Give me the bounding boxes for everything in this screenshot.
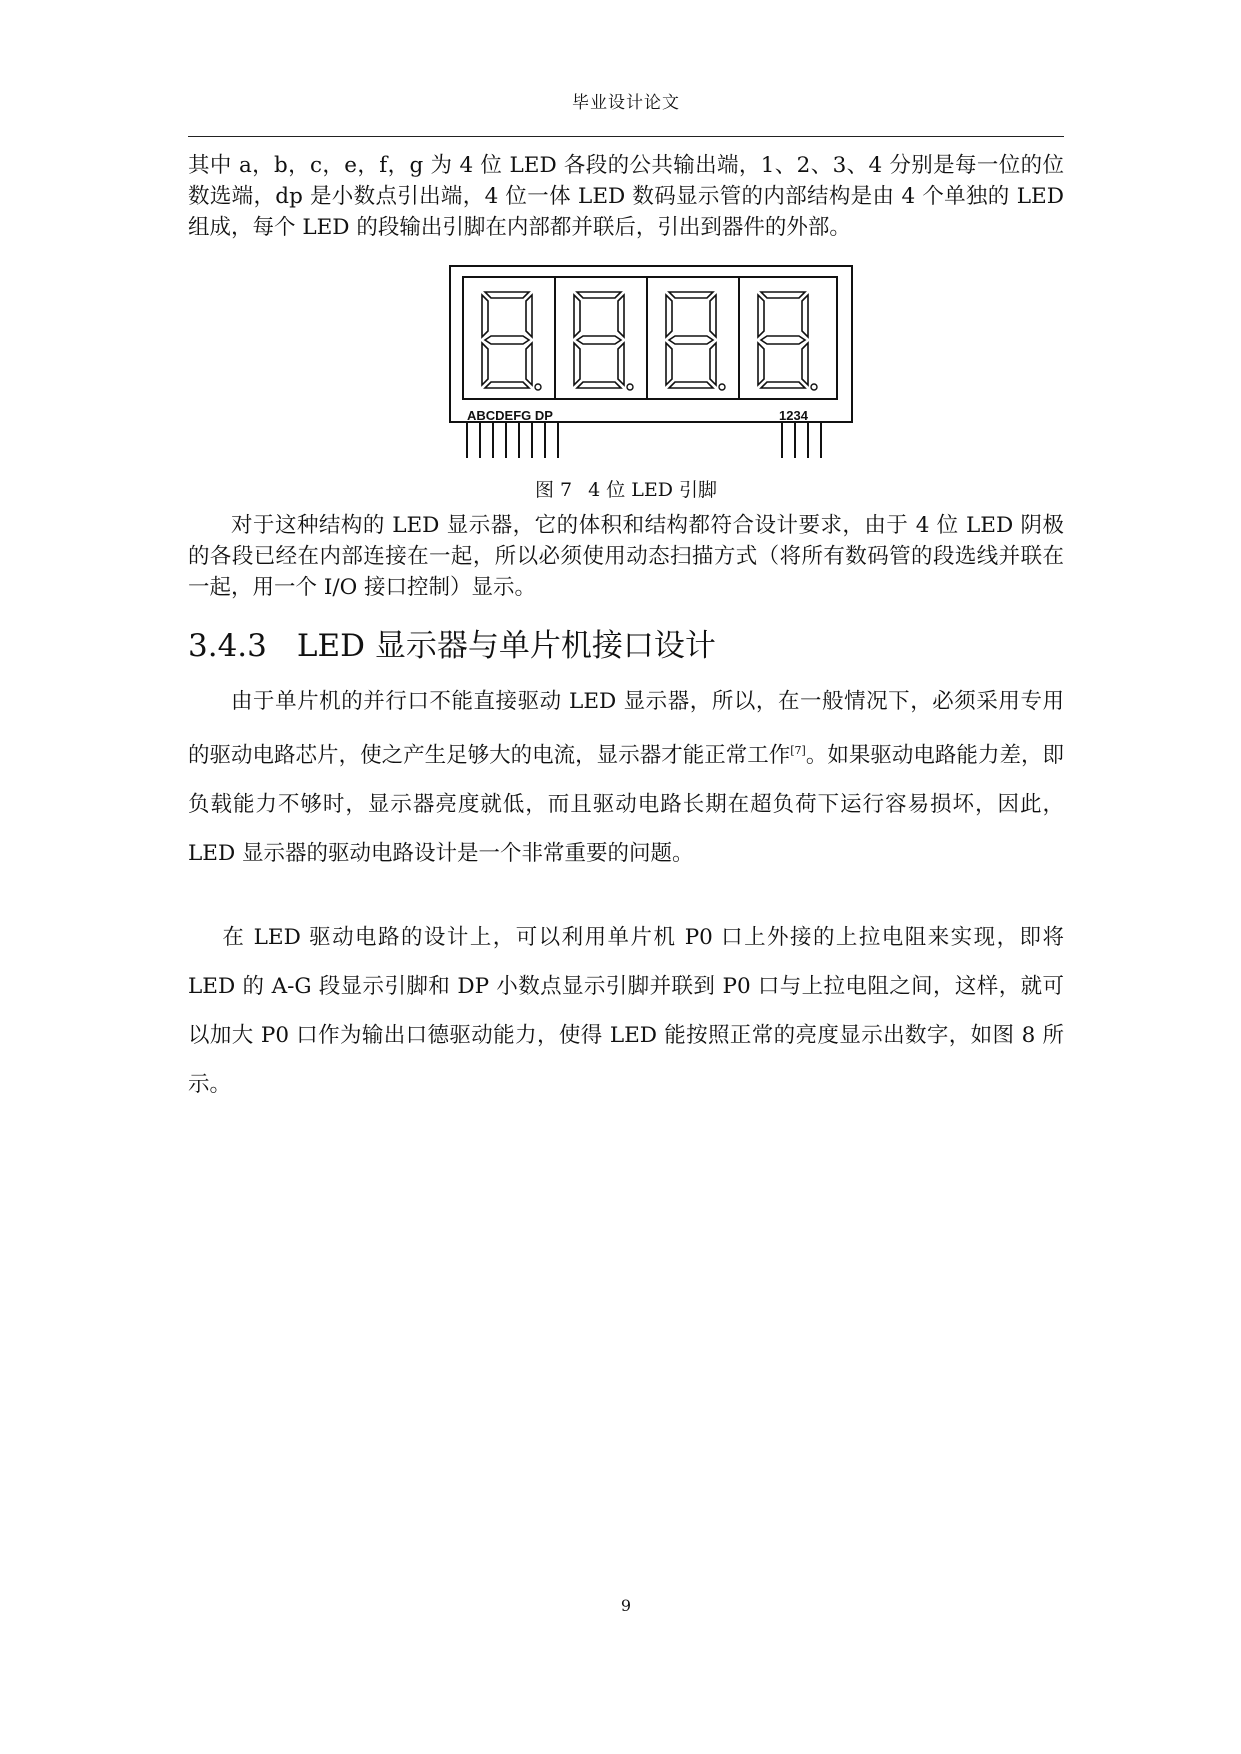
section-heading (188, 620, 716, 665)
segment-pin-label: ABCDEFG DP (467, 408, 553, 423)
section-title: LED 显示器与单片机接口设计 (296, 628, 716, 664)
digit-4 (758, 292, 817, 390)
figure-caption-text: 4 位 LED 引脚 (588, 479, 718, 501)
paragraph-structure: 对于这种结构的 LED 显示器，它的体积和结构都符合设计要求，由于 4 位 LED 阴极的各段已经在内部连接在一起，所以必须使用动态扫描方式（将所有数码管的段选线并联在一起，用一个 I/O 接口控制）显示。 (188, 513, 1064, 600)
paragraph-driver-intro (188, 677, 1064, 878)
figure-number: 图 7 (534, 479, 573, 501)
header-rule (188, 136, 1064, 137)
paragraph-driver-intro-main: 由于单片机的并行口不能直接驱动 LED 显示器，所以，在一般情况下，必须采用专用的驱动电路芯片，使之产生足够大的电流，显示器才能正常工作 (188, 689, 1064, 769)
citation-ref: [7] (790, 744, 806, 757)
led-display-figure (449, 265, 853, 460)
section-number: 3.4.3 (188, 628, 267, 664)
four-digit-led-diagram (449, 265, 853, 460)
digit-2 (574, 292, 633, 390)
digit-pin-label: 1234 (779, 408, 808, 423)
paragraph-driver-design: 在 LED 驱动电路的设计上，可以利用单片机 P0 口上外接的上拉电阻来实现，即将 LED 的 A-G 段显示引脚和 DP 小数点显示引脚并联到 P0 口与上拉电阻之间，这样，就可以加大 P0 口作为输出口德驱动能力，使得 LED 能按照正常的亮度显示出数字，如图 8 所示。 (188, 925, 1064, 1097)
digit-1 (482, 292, 541, 390)
figure-caption (188, 475, 1064, 502)
pins (467, 422, 821, 458)
page-header: 毕业设计论文 (572, 93, 680, 113)
page-number: 9 (620, 1596, 632, 1615)
digit-3 (666, 292, 725, 390)
paragraph-driver-intro-end: 。如果驱动电路能力差，即负载能力不够时，显示器亮度就低，而且驱动电路长期在超负荷下运行容易损坏，因此，LED 显示器的驱动电路设计是一个非常重要的问题。 (188, 743, 1064, 867)
paragraph-pin-description: 其中 a，b，c，e，f，g 为 4 位 LED 各段的公共输出端，1、2、3、4 分别是每一位的位数选端，dp 是小数点引出端，4 位一体 LED 数码显示管的内部结构是由 4 个单独的 LED 组成，每个 LED 的段输出引脚在内部都并联后，引出到器件的外部。 (188, 153, 1064, 240)
